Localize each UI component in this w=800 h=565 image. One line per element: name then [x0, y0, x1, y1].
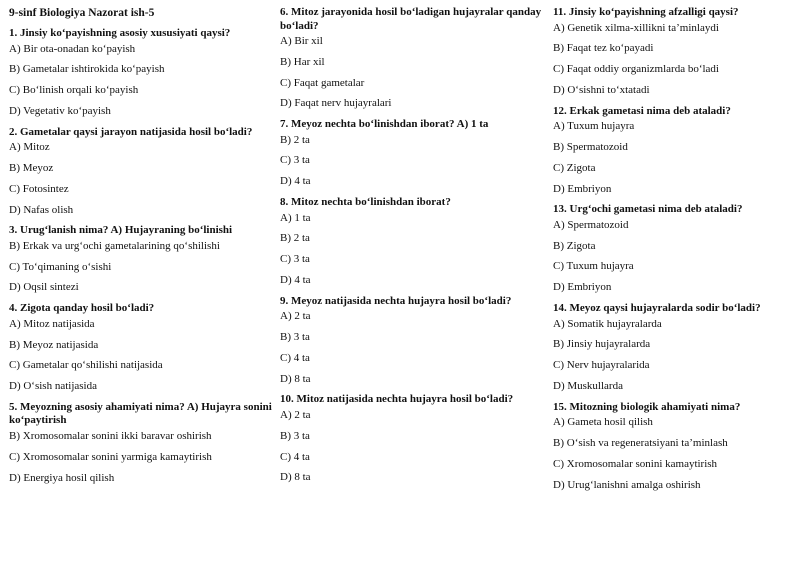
question-text: 9. Meyoz natijasida nechta hujayra hosil bo‘ladi? [280, 294, 512, 307]
answer-option: D) Nafas olish [9, 203, 74, 216]
answer-option: D) Embriyon [553, 182, 612, 195]
answer-option: B) Gametalar ishtirokida ko‘payish [9, 63, 165, 76]
answer-option: B) Jinsiy hujayralarda [553, 338, 651, 351]
answer-option: C) Faqat oddiy organizmlarda bo‘ladi [553, 63, 719, 76]
question-block [553, 105, 796, 196]
question-block [9, 401, 274, 485]
question-block [9, 224, 274, 295]
question-block [280, 118, 542, 189]
answer-option: A) 2 ta [280, 310, 311, 323]
answer-option: D) 8 ta [280, 372, 311, 385]
question-text: 7. Meyoz nechta bo‘linishdan iborat? A) 1 ta [280, 118, 489, 131]
question-text: 3. Urug‘lanish nima? A) Hujayraning bo‘linishi [9, 224, 233, 237]
question-block [280, 6, 542, 111]
answer-option: C) Tuxum hujayra [553, 260, 634, 273]
answer-option: A) Bir ota-onadan ko‘payish [9, 42, 136, 55]
answer-option: D) Energiya hosil qilish [9, 471, 115, 484]
column-1 [9, 6, 274, 492]
answer-option: D) 8 ta [280, 471, 311, 484]
answer-option: D) O‘sish natijasida [9, 380, 97, 393]
answer-option: D) Muskullarda [553, 379, 623, 392]
answer-option: B) 2 ta [280, 133, 310, 146]
question-text: 15. Mitozning biologik ahamiyati nima? [553, 400, 741, 413]
answer-option: D) Faqat nerv hujayralari [280, 97, 392, 110]
question-block [9, 302, 274, 393]
answer-option: D) 4 ta [280, 273, 311, 286]
question-block [9, 27, 274, 118]
question-block [280, 295, 542, 386]
question-text: 11. Jinsiy ko‘payishning afzalligi qaysi? [553, 6, 739, 18]
answer-option: D) 4 ta [280, 175, 311, 188]
question-block [553, 203, 796, 294]
question-text: 14. Meyoz qaysi hujayralarda sodir bo‘ladi? [553, 302, 761, 315]
answer-option: B) Meyoz natijasida [9, 338, 99, 351]
question-block [280, 393, 542, 484]
question-text: 8. Mitoz nechta bo‘linishdan iborat? [280, 196, 451, 209]
answer-option: B) O‘sish va regeneratsiyani ta’minlash [553, 437, 728, 450]
answer-option: C) Fotosintez [9, 182, 69, 195]
question-text: 2. Gametalar qaysi jarayon natijasida hosil bo‘ladi? [9, 125, 253, 138]
answer-option: A) Genetik xilma-xillikni ta’minlaydi [553, 21, 719, 34]
answer-option: A) Tuxum hujayra [553, 120, 635, 133]
question-text: 4. Zigota qanday hosil bo‘ladi? [9, 302, 155, 315]
question-text: 12. Erkak gametasi nima deb ataladi? [553, 104, 731, 117]
answer-option: A) 1 ta [280, 211, 311, 224]
answer-option: A) Mitoz [9, 141, 50, 154]
page-title: 9-sinf Biologiya Nazorat ish-5 [9, 7, 155, 19]
answer-option: B) Spermatozoid [553, 140, 628, 153]
answer-option: A) 2 ta [280, 408, 311, 421]
answer-option: C) Zigota [553, 161, 596, 174]
answer-option: C) Nerv hujayralarida [553, 359, 650, 372]
answer-option: B) 2 ta [280, 232, 310, 245]
answer-option: C) 4 ta [280, 351, 310, 364]
answer-option: C) Bo‘linish orqali ko‘payish [9, 84, 139, 97]
answer-option: D) Urug‘lanishni amalga oshirish [553, 478, 701, 491]
question-block [553, 401, 796, 492]
answer-option: B) Meyoz [9, 161, 54, 174]
answer-option: C) Gametalar qo‘shilishi natijasida [9, 359, 163, 372]
answer-option: B) 3 ta [280, 331, 310, 344]
answer-option: A) Mitoz natijasida [9, 317, 95, 330]
answer-option: B) Zigota [553, 239, 596, 252]
question-block [280, 196, 542, 287]
answer-option: A) Bir xil [280, 35, 323, 47]
answer-option: B) Xromosomalar sonini ikki baravar oshirish [9, 429, 212, 442]
answer-option: C) 4 ta [280, 450, 310, 463]
question-text: 13. Urg‘ochi gametasi nima deb ataladi? [553, 203, 743, 216]
answer-option: A) Gameta hosil qilish [553, 416, 653, 429]
answer-option: B) Erkak va urg‘ochi gametalarining qo‘shilishi [9, 239, 220, 252]
answer-option: C) To‘qimaning o‘sishi [9, 260, 112, 273]
question-block [553, 302, 796, 393]
answer-option: C) Faqat gametalar [280, 76, 365, 89]
column-3 [553, 6, 796, 499]
answer-option: D) Vegetativ ko‘payish [9, 104, 111, 117]
answer-option: D) Oqsil sintezi [9, 281, 79, 294]
answer-option: C) 3 ta [280, 154, 310, 167]
question-text: 6. Mitoz jarayonida hosil bo‘ladigan hujayralar qanday bo‘ladi? [280, 6, 542, 32]
answer-option: B) Har xil [280, 55, 325, 68]
question-block [9, 126, 274, 217]
answer-option: A) Spermatozoid [553, 218, 629, 231]
question-text: 10. Mitoz natijasida nechta hujayra hosil bo‘ladi? [280, 393, 514, 406]
question-text: 5. Meyozning asosiy ahamiyati nima? A) Hujayra sonini ko‘paytirish [9, 400, 272, 427]
question-block [553, 6, 796, 97]
answer-option: C) Xromosomalar sonini kamaytirish [553, 457, 718, 470]
column-2 [280, 6, 542, 492]
answer-option: D) O‘sishni to‘xtatadi [553, 83, 650, 96]
answer-option: C) Xromosomalar sonini yarmiga kamaytirish [9, 450, 212, 463]
answer-option: C) 3 ta [280, 253, 310, 266]
question-text: 1. Jinsiy ko‘payishning asosiy xususiyati qaysi? [9, 27, 231, 39]
answer-option: B) Faqat tez ko‘payadi [553, 42, 654, 55]
answer-option: B) 3 ta [280, 429, 310, 442]
answer-option: D) Embriyon [553, 281, 612, 294]
answer-option: A) Somatik hujayralarda [553, 317, 662, 330]
